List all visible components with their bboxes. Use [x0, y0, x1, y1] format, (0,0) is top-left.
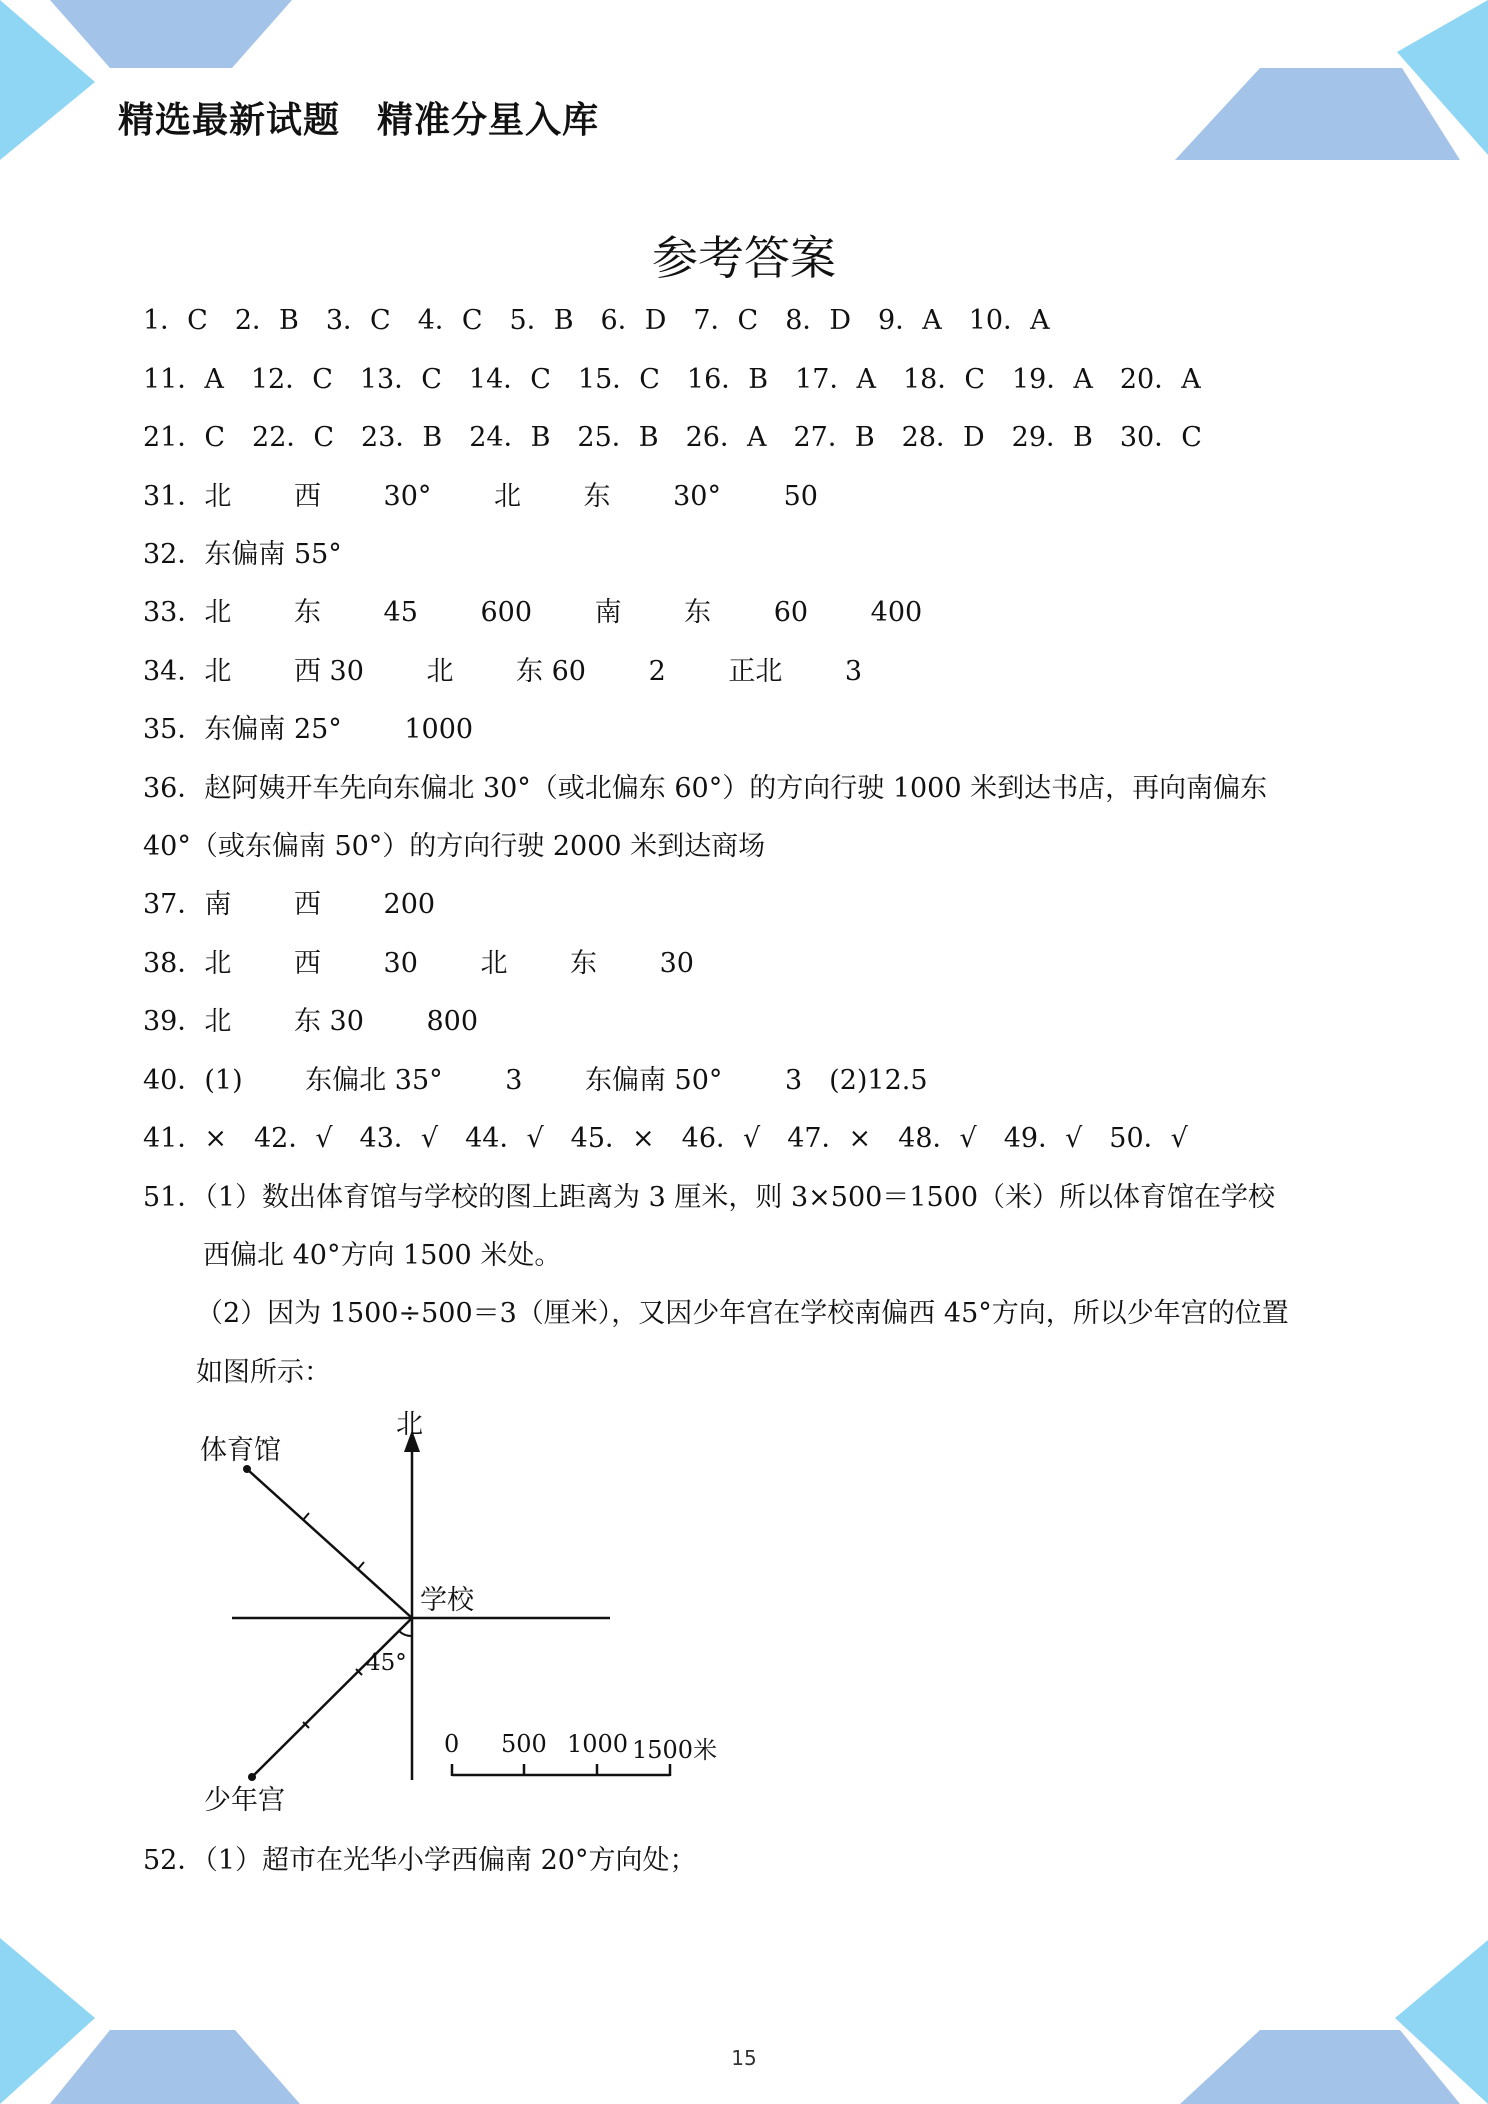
scale-label-1500: 1500米 [632, 1736, 718, 1764]
answer-line-36: 36．赵阿姨开车先向东偏北 30°（或北偏东 60°）的方向行驶 1000 米到达书店，再向南偏东 [143, 773, 1268, 804]
answer-line-31: 31．北 西 30° 北 东 30° 50 [143, 481, 818, 512]
answer-line-38: 38．北 西 30 北 东 30 [143, 948, 694, 979]
school-label: 学校 [420, 1585, 474, 1616]
scale-label-0: 0 [444, 1730, 460, 1758]
answer-line-40: 40．(1) 东偏北 35° 3 东偏南 50° 3 (2)12.5 [143, 1065, 928, 1096]
answer-line-51-2: （2）因为 1500÷500＝3（厘米），又因少年宫在学校南偏西 45°方向，所以少年宫的位置 [196, 1298, 1289, 1329]
answer-line-34: 34．北 西 30 北 东 60 2 正北 3 [143, 656, 863, 687]
answer-line-39: 39．北 东 30 800 [143, 1006, 478, 1037]
palace-label: 少年宫 [204, 1785, 285, 1816]
angle-label: 45° [366, 1650, 407, 1676]
gym-tick-2 [358, 1562, 364, 1569]
answer-line-37: 37．南 西 200 [143, 889, 436, 920]
diagram-lines [190, 1408, 750, 1828]
answer-line-1: 1．C 2．B 3．C 4．C 5．B 6．D 7．C 8．D 9．A 10．A [143, 305, 1050, 336]
answer-line-35: 35．东偏南 25° 1000 [143, 714, 474, 745]
page-number: 15 [731, 2046, 757, 2070]
answer-line-32: 32．东偏南 55° [143, 539, 342, 570]
answer-line-3: 21．C 22．C 23．B 24．B 25．B 26．A 27．B 28．D 29．B 30．C [143, 422, 1202, 453]
header-title: 精选最新试题 精准分星入库 [118, 100, 600, 141]
north-label: 北 [396, 1409, 423, 1440]
answer-line-51-1: 51．（1）数出体育馆与学校的图上距离为 3 厘米，则 3×500＝1500（米）所以体育馆在学校 [143, 1182, 1276, 1213]
palace-ray [253, 1618, 412, 1776]
gym-label: 体育馆 [200, 1435, 281, 1466]
answer-line-52-1: 52．（1）超市在光华小学西偏南 20°方向处； [143, 1845, 697, 1876]
answer-line-51-1-cont: 西偏北 40°方向 1500 米处。 [203, 1240, 562, 1271]
gym-tick-1 [303, 1513, 309, 1520]
answer-line-33: 33．北 东 45 600 南 东 60 400 [143, 597, 923, 628]
scale-label-500: 500 [501, 1730, 547, 1758]
answer-line-36-cont: 40°（或东偏南 50°）的方向行驶 2000 米到达商场 [143, 831, 766, 862]
answer-line-2: 11．A 12．C 13．C 14．C 15．C 16．B 17．A 18．C 19．A 20．A [143, 364, 1201, 395]
answer-line-51-2-cont: 如图所示： [196, 1357, 331, 1388]
scale-label-1000: 1000 [567, 1730, 629, 1758]
deco-top-right-trapezoid [1175, 68, 1460, 160]
answer-line-41-50: 41．× 42．√ 43．√ 44．√ 45．× 46．√ 47．× 48．√ 49．√ 50．√ [143, 1123, 1188, 1154]
deco-top-left-trapezoid [50, 0, 292, 68]
gym-ray [248, 1470, 412, 1618]
angle-arc [399, 1631, 412, 1636]
page-title: 参考答案 [652, 231, 836, 285]
